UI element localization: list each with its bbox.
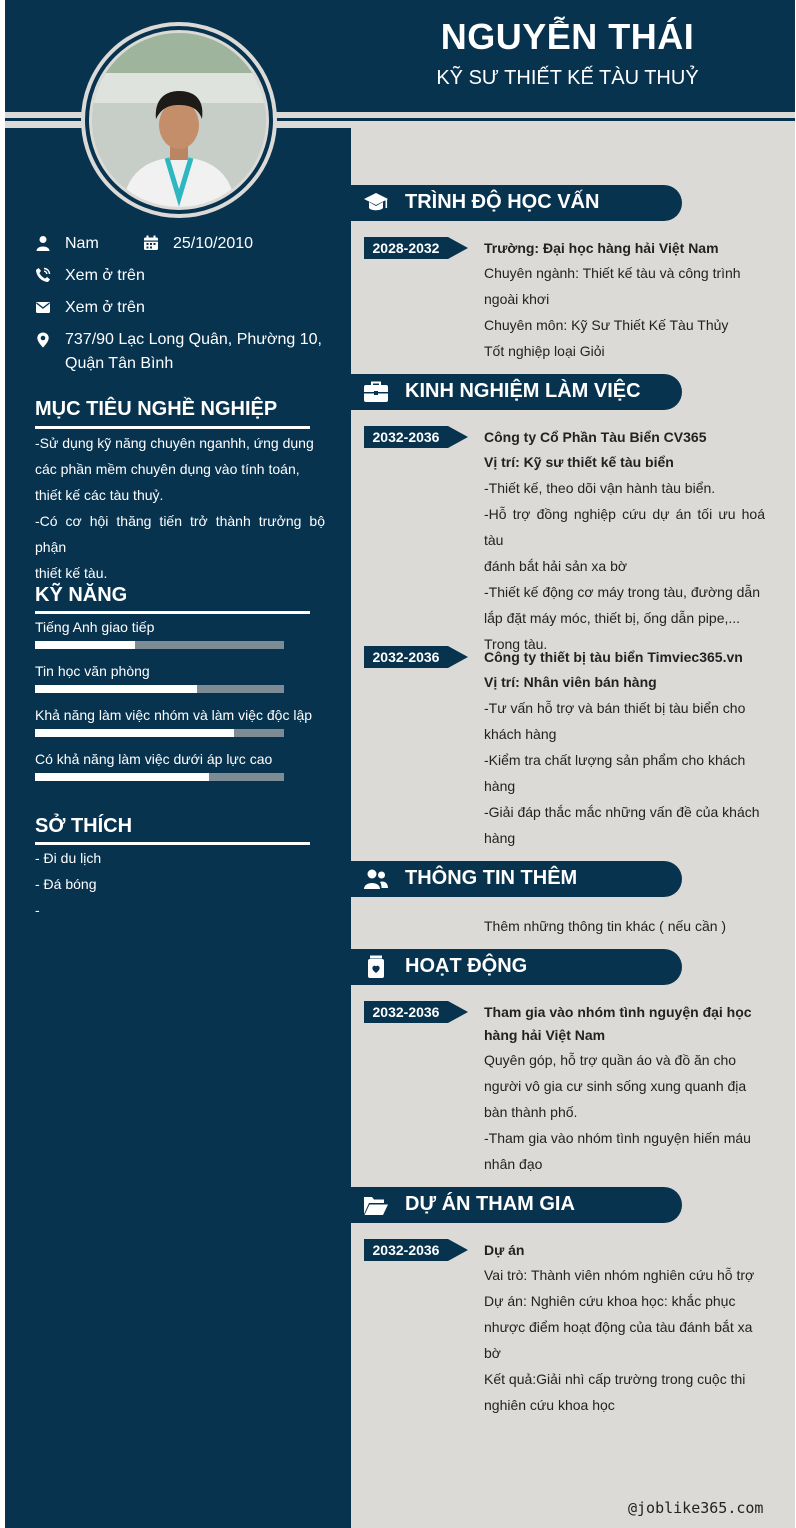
sidebar <box>5 128 351 1528</box>
detail-line: hàng <box>484 778 516 794</box>
detail-line: -Tư vấn hỗ trợ và bán thiết bị tàu biển cho <box>484 700 746 716</box>
email: Xem ở trên <box>65 299 145 316</box>
skills-title: KỸ NĂNG <box>35 584 128 606</box>
folder-open-icon <box>363 1193 389 1217</box>
profile-photo <box>89 30 269 210</box>
arrow-shape <box>448 646 468 668</box>
phone-icon <box>35 267 51 283</box>
calendar-icon <box>143 235 159 251</box>
skill-bar <box>35 685 284 693</box>
location-pin-icon <box>35 332 51 348</box>
address-line-2: Quận Tân Bình <box>65 355 174 372</box>
objective-line: -Sử dụng kỹ năng chuyên nganhh, ứng dụng <box>35 435 314 451</box>
resume-page <box>5 0 795 1528</box>
projects-header <box>351 1187 682 1223</box>
detail-line: người vô gia cư sinh sống xung quanh địa <box>484 1078 747 1094</box>
candidate-name: NGUYỄN THÁI <box>440 16 695 57</box>
detail-line: -Hỗ trợ đồng nghiệp cứu dự án tối ưu hoá tàu <box>484 506 765 548</box>
birthday: 25/10/2010 <box>173 235 254 252</box>
job-details <box>484 475 765 657</box>
detail-line: -Giải đáp thắc mắc những vấn đề của khách <box>484 804 760 820</box>
date-tag <box>364 237 468 259</box>
skill-bar <box>35 773 284 781</box>
school-name: Trường: Đại học hàng hải Việt Nam <box>484 240 719 256</box>
date-tag <box>364 426 468 448</box>
detail-line: khách hàng <box>484 726 557 742</box>
skill-label: Tin học văn phòng <box>35 663 150 679</box>
project-details <box>484 1262 765 1418</box>
hobby-item: - Đá bóng <box>35 876 97 892</box>
badge-icon <box>363 955 389 979</box>
hobby-item: - Đi du lịch <box>35 850 102 866</box>
mail-icon <box>35 299 51 315</box>
skill-level-fill <box>35 729 234 737</box>
date-tag <box>364 1001 468 1023</box>
skill-bar <box>35 729 284 737</box>
activities-header <box>351 949 682 985</box>
graduation-cap-icon <box>363 191 389 215</box>
detail-line: Trong tàu. <box>484 636 548 652</box>
detail-line: Dự án: Nghiên cứu khoa học: khắc phục <box>484 1293 736 1309</box>
section-underline <box>35 842 310 845</box>
section-underline <box>35 611 310 614</box>
detail-line: Tốt nghiệp loại Giỏi <box>484 343 605 359</box>
objective-line: thiết kế tàu. <box>35 565 108 581</box>
detail-line: -Tham gia vào nhóm tình nguyện hiến máu <box>484 1130 751 1146</box>
hobby-item: - <box>35 902 40 918</box>
detail-line: hàng <box>484 830 516 846</box>
detail-line: ngoài khơi <box>484 291 550 307</box>
objective-line: thiết kế các tàu thuỷ. <box>35 487 164 503</box>
detail-line: bờ <box>484 1345 501 1361</box>
avatar <box>81 22 277 218</box>
activity-heading <box>484 1001 765 1047</box>
detail-line: Vai trò: Thành viên nhóm nghiên cứu hỗ trợ <box>484 1267 755 1283</box>
date-tag <box>364 646 468 668</box>
objective-text <box>35 430 325 586</box>
job-details <box>484 695 765 851</box>
skill-level-fill <box>35 641 135 649</box>
project-heading: Dự án <box>484 1242 525 1258</box>
job-position: Vị trí: Kỹ sư thiết kế tàu biển <box>484 454 674 470</box>
hobbies-title: SỞ THÍCH <box>35 815 133 837</box>
job-title: KỸ SƯ THIẾT KẾ TÀU THUỶ <box>436 67 699 89</box>
detail-line: -Thiết kế, theo dõi vận hành tàu biển. <box>484 480 716 496</box>
education-title: TRÌNH ĐỘ HỌC VẤN <box>405 191 600 213</box>
detail-line: Chuyên ngành: Thiết kế tàu và công trình <box>484 265 741 281</box>
arrow-shape <box>448 1001 468 1023</box>
date-tag <box>364 1239 468 1261</box>
arrow-shape <box>448 1239 468 1261</box>
education-header <box>351 185 682 221</box>
objective-line: các phần mềm chuyên dụng vào tính toán, <box>35 461 300 477</box>
users-icon <box>363 867 389 891</box>
experience-header <box>351 374 682 410</box>
detail-line: -Thiết kế động cơ máy trong tàu, đường dẫn <box>484 584 760 600</box>
skill-level-fill <box>35 685 197 693</box>
detail-line: nhân đạo <box>484 1156 543 1172</box>
company-name: Công ty Cổ Phần Tàu Biển CV365 <box>484 429 707 445</box>
activity-heading-line: Tham gia vào nhóm tình nguyện đại học <box>484 1004 752 1020</box>
arrow-shape <box>448 426 468 448</box>
activities-title: HOẠT ĐỘNG <box>405 955 528 977</box>
date-label: 2032-2036 <box>364 1239 448 1261</box>
activity-details <box>484 1047 765 1177</box>
detail-line: Quyên góp, hỗ trợ quần áo và đồ ăn cho <box>484 1052 737 1068</box>
skill-label: Tiếng Anh giao tiếp <box>35 619 155 635</box>
address-line-1: 737/90 Lạc Long Quân, Phường 10, <box>65 331 322 348</box>
person-icon <box>35 235 51 251</box>
objective-title: MỤC TIÊU NGHỀ NGHIỆP <box>35 398 278 420</box>
gender: Nam <box>65 235 99 252</box>
footer-watermark: @joblike365.com <box>628 1499 764 1517</box>
skill-bar <box>35 641 284 649</box>
date-label: 2032-2036 <box>364 426 448 448</box>
skill-label: Khả năng làm việc nhóm và làm việc độc lập <box>35 707 313 723</box>
projects-title: DỰ ÁN THAM GIA <box>405 1193 575 1215</box>
company-name: Công ty thiết bị tàu biển Timviec365.vn <box>484 649 743 665</box>
arrow-shape <box>448 237 468 259</box>
detail-line: Kết quả:Giải nhì cấp trường trong cuộc thi <box>484 1371 746 1387</box>
detail-line: nghiên cứu khoa học <box>484 1397 615 1413</box>
additional-header <box>351 861 682 897</box>
objective-line: -Có cơ hội thăng tiến trở thành trưởng bộ phận <box>35 513 325 555</box>
education-details <box>484 260 765 364</box>
section-underline <box>35 426 310 429</box>
detail-line: -Kiểm tra chất lượng sản phẩm cho khách <box>484 752 746 768</box>
skill-label: Có khả năng làm việc dưới áp lực cao <box>35 751 273 767</box>
additional-text: Thêm những thông tin khác ( nếu cần ) <box>484 918 727 934</box>
detail-line: Chuyên môn: Kỹ Sư Thiết Kế Tàu Thủy <box>484 317 729 333</box>
additional-title: THÔNG TIN THÊM <box>405 867 578 889</box>
detail-line: nhược điểm hoạt động của tàu đánh bắt xa <box>484 1319 753 1335</box>
date-label: 2028-2032 <box>364 237 448 259</box>
detail-line: đánh bắt hải sản xa bờ <box>484 558 628 574</box>
skill-level-fill <box>35 773 209 781</box>
briefcase-icon <box>363 380 389 404</box>
experience-title: KINH NGHIỆM LÀM VIỆC <box>405 380 641 402</box>
detail-line: lắp đặt máy móc, thiết bị, ống dẫn pipe,... <box>484 610 741 626</box>
phone: Xem ở trên <box>65 267 145 284</box>
detail-line: bàn thành phố. <box>484 1104 578 1120</box>
activity-heading-line: hàng hải Việt Nam <box>484 1027 606 1043</box>
date-label: 2032-2036 <box>364 1001 448 1023</box>
job-position: Vị trí: Nhân viên bán hàng <box>484 674 657 690</box>
date-label: 2032-2036 <box>364 646 448 668</box>
